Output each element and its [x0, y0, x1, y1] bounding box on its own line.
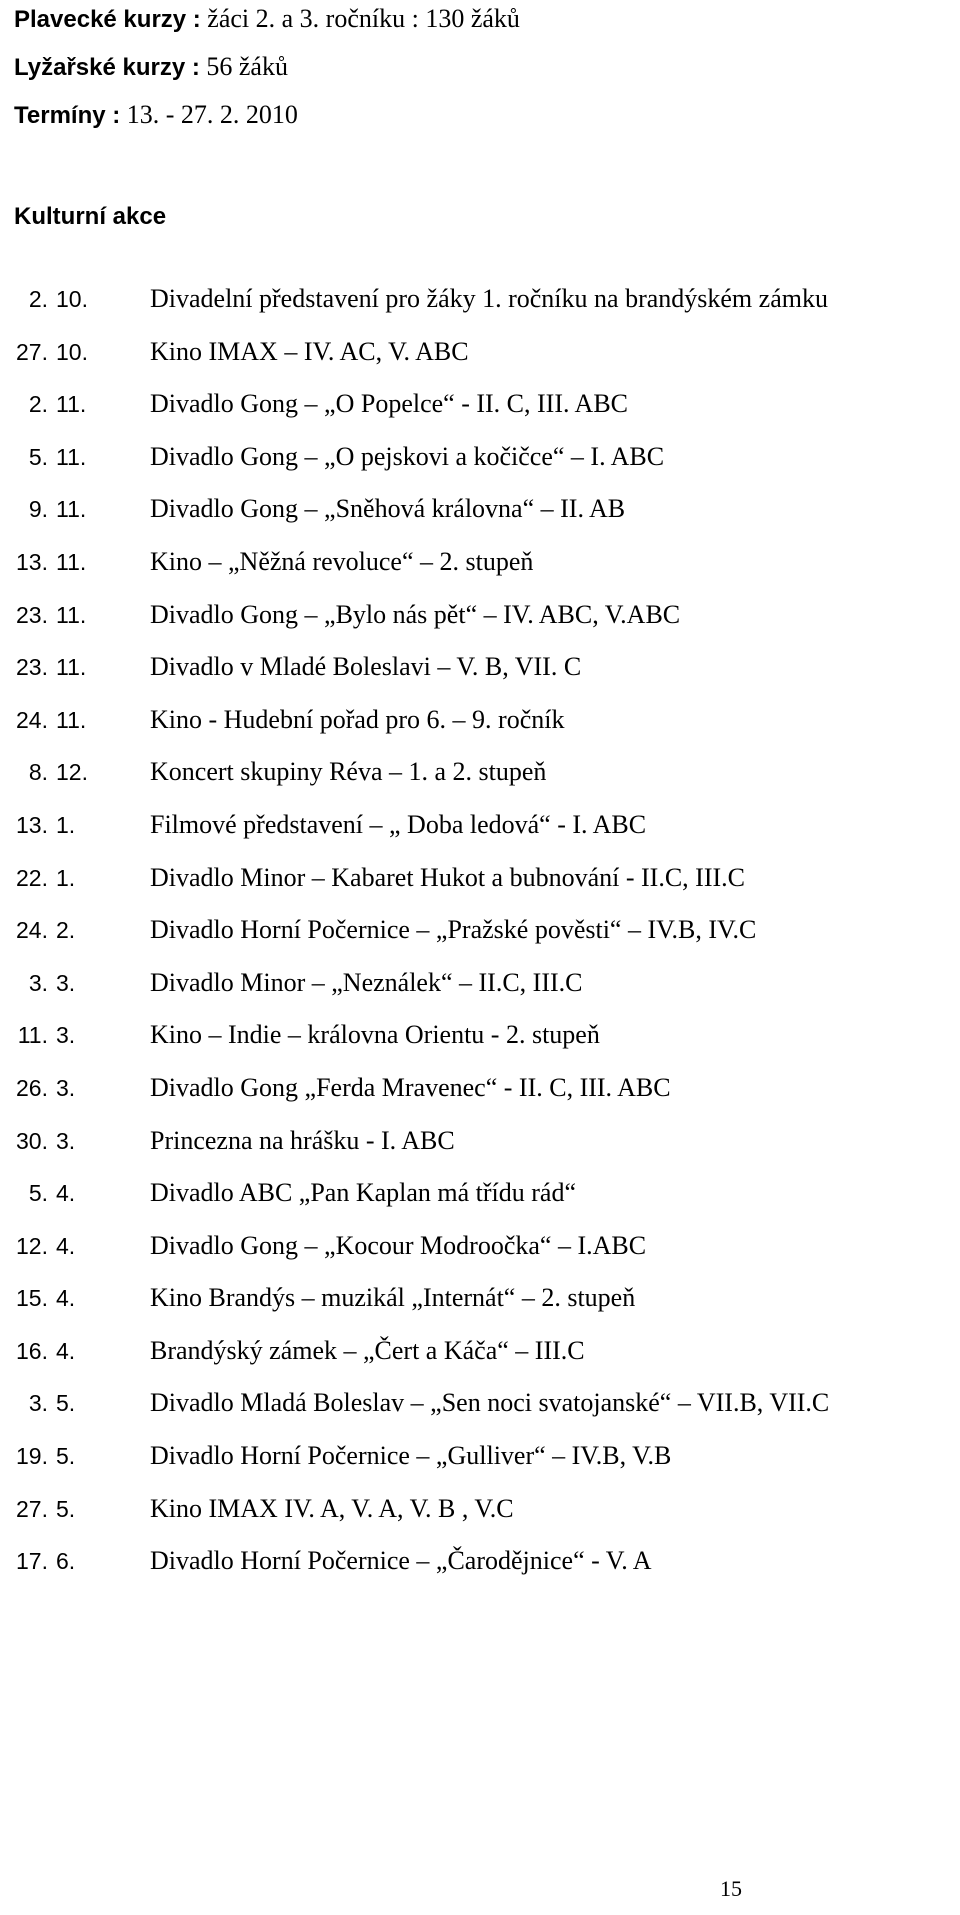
event-row: [0, 442, 960, 495]
event-day: 8.: [28, 759, 48, 786]
event-description: Divadlo Gong – „O Popelce“ - II. C, III. ABC: [150, 389, 629, 419]
event-month: 6.: [56, 1548, 76, 1575]
event-row: [0, 652, 960, 705]
event-day: 2.: [28, 286, 48, 312]
event-month: 1.: [56, 864, 76, 891]
event-description: Divadlo Horní Počernice – „Gulliver“ – IV.B, V.B: [150, 1441, 672, 1471]
ski-courses-value: 56 žáků: [206, 52, 288, 81]
event-description: Divadlo ABC „Pan Kaplan má třídu rád“: [150, 1178, 577, 1208]
swimming-courses-line: [14, 4, 520, 35]
event-description: Divadelní představení pro žáky 1. ročníku na brandýském zámku: [150, 284, 828, 313]
event-row: [0, 284, 960, 337]
event-row: [0, 1441, 960, 1494]
event-month: 11.: [56, 496, 87, 523]
event-month: 11.: [56, 443, 87, 470]
event-day: 16.: [16, 1337, 48, 1364]
event-description: Kino – „Něžná revoluce“ – 2. stupeň: [150, 546, 534, 576]
event-month: 11.: [56, 548, 87, 575]
event-description: Princezna na hrášku - I. ABC: [150, 1125, 455, 1155]
event-day: 5.: [28, 1180, 48, 1207]
event-row: [0, 1020, 960, 1073]
event-day: 13.: [16, 548, 48, 575]
event-description: Divadlo Horní Počernice – „Pražské pověsti“ – IV.B, IV.C: [150, 915, 757, 945]
event-row: [0, 1283, 960, 1336]
event-day: 2.: [28, 391, 48, 418]
event-month: 12.: [56, 759, 88, 786]
event-month: 3.: [56, 1022, 76, 1049]
event-day: 3.: [28, 1390, 48, 1417]
event-month: 4.: [56, 1337, 76, 1364]
event-row: [0, 863, 960, 916]
event-month: 10.: [56, 286, 88, 312]
event-row: [0, 968, 960, 1021]
event-description: Divadlo Mladá Boleslav – „Sen noci svatojanské“ – VII.B, VII.C: [150, 1388, 830, 1418]
event-row: [0, 1494, 960, 1547]
event-description: Divadlo v Mladé Boleslavi – V. B, VII. C: [150, 652, 582, 682]
event-description: Kino Brandýs – muzikál „Internát“ – 2. stupeň: [150, 1283, 636, 1313]
event-month: 4.: [56, 1232, 76, 1259]
event-month: 3.: [56, 969, 76, 996]
event-description: Kino IMAX IV. A, V. A, V. B , V.C: [150, 1493, 514, 1523]
swimming-courses-label: Plavecké kurzy :: [14, 6, 201, 33]
event-month: 5.: [56, 1495, 76, 1522]
cultural-events-list: [0, 284, 960, 1599]
event-row: [0, 547, 960, 600]
event-day: 23.: [16, 601, 48, 628]
event-row: [0, 1126, 960, 1179]
event-day: 9.: [28, 496, 48, 523]
event-row: [0, 1231, 960, 1284]
event-day: 12.: [16, 1232, 48, 1259]
event-day: 30.: [16, 1127, 48, 1154]
event-description: Kino - Hudební pořad pro 6. – 9. ročník: [150, 704, 565, 734]
event-description: Brandýský zámek – „Čert a Káča“ – III.C: [150, 1335, 585, 1365]
event-month: 3.: [56, 1074, 76, 1101]
dates-line: [14, 100, 298, 131]
event-description: Divadlo Minor – „Neználek“ – II.C, III.C: [150, 967, 583, 997]
event-row: [0, 757, 960, 810]
event-row: [0, 915, 960, 968]
event-row: [0, 494, 960, 547]
event-description: Divadlo Gong – „Sněhová královna“ – II. AB: [150, 494, 626, 524]
event-month: 1.: [56, 811, 76, 838]
event-day: 23.: [16, 654, 48, 681]
event-day: 11.: [17, 1022, 48, 1049]
event-row: [0, 1336, 960, 1389]
event-description: Divadlo Horní Počernice – „Čarodějnice“ - V. A: [150, 1546, 652, 1576]
event-row: [0, 1388, 960, 1441]
event-row: [0, 600, 960, 653]
event-description: Koncert skupiny Réva – 1. a 2. stupeň: [150, 757, 547, 787]
event-day: 13.: [16, 811, 48, 838]
event-month: 11.: [56, 654, 87, 681]
event-description: Kino IMAX – IV. AC, V. ABC: [150, 336, 469, 366]
event-row: [0, 1546, 960, 1599]
event-row: [0, 389, 960, 442]
cultural-events-heading: Kulturní akce: [14, 203, 167, 230]
event-day: 24.: [16, 917, 48, 944]
event-day: 22.: [16, 864, 48, 891]
swimming-courses-value: žáci 2. a 3. ročníku : 130 žáků: [207, 4, 520, 33]
event-row: [0, 705, 960, 758]
event-description: Divadlo Minor – Kabaret Hukot a bubnování - II.C, III.C: [150, 862, 745, 892]
page-number: 15: [720, 1876, 742, 1901]
event-row: [0, 1073, 960, 1126]
event-month: 10.: [56, 338, 88, 365]
event-month: 4.: [56, 1180, 76, 1207]
event-description: Divadlo Gong „Ferda Mravenec“ - II. C, III. ABC: [150, 1072, 671, 1102]
event-description: Divadlo Gong – „Kocour Modroočka“ – I.ABC: [150, 1230, 647, 1260]
event-month: 2.: [56, 917, 76, 944]
event-description: Divadlo Gong – „O pejskovi a kočičce“ – I. ABC: [150, 441, 665, 471]
event-month: 5.: [56, 1443, 76, 1470]
event-day: 27.: [16, 338, 48, 365]
dates-label: Termíny :: [14, 102, 121, 129]
event-row: [0, 337, 960, 390]
event-month: 3.: [56, 1127, 76, 1154]
event-day: 24.: [16, 706, 48, 733]
event-description: Divadlo Gong – „Bylo nás pět“ – IV. ABC, V.ABC: [150, 599, 681, 629]
event-month: 4.: [56, 1285, 76, 1312]
ski-courses-line: [14, 52, 288, 83]
event-row: [0, 810, 960, 863]
event-description: Filmové představení – „ Doba ledová“ - I. ABC: [150, 809, 647, 839]
event-month: 11.: [56, 706, 87, 733]
event-month: 5.: [56, 1390, 76, 1417]
event-description: Kino – Indie – královna Orientu - 2. stupeň: [150, 1020, 600, 1050]
event-month: 11.: [56, 391, 87, 418]
dates-value: 13. - 27. 2. 2010: [126, 100, 298, 129]
event-row: [0, 1178, 960, 1231]
event-day: 5.: [28, 443, 48, 470]
ski-courses-label: Lyžařské kurzy :: [14, 54, 200, 81]
event-day: 26.: [16, 1074, 48, 1101]
event-day: 3.: [28, 969, 48, 996]
event-day: 19.: [16, 1443, 48, 1470]
event-day: 27.: [16, 1495, 48, 1522]
event-day: 17.: [16, 1548, 48, 1575]
event-month: 11.: [56, 601, 87, 628]
event-day: 15.: [16, 1285, 48, 1312]
